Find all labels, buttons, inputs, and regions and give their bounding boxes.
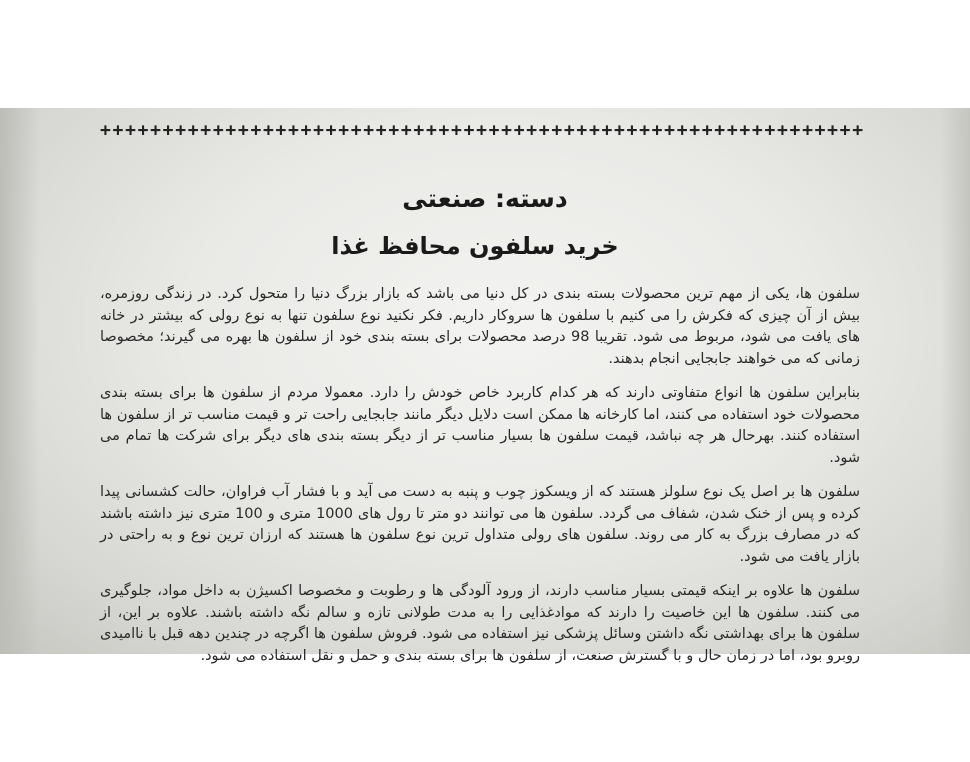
category-heading: دسته: صنعتی bbox=[402, 184, 568, 213]
paragraph: سلفون ها علاوه بر اینکه قیمتی بسیار مناسب دارند، از ورود آلودگی ها و رطوبت و مخصوصا اکسیژن به داخل مواد، جلوگیری می کنند. سلفون ها این خاصیت را دارند که موادغذایی را به مدت طولانی تازه و سالم نگه داشته باشند. علاوه بر این، از سلفون ها برای بهداشتی نگه داشتن وسائل پزشکی نیز استفاده می شود. فروش سلفون ها اگرچه در چندین دهه قبل با ناامیدی روبرو بود، اما در زمان حال و با گسترش صنعت، از سلفون ها برای بسته بندی و حمل و نقل استفاده می شود. bbox=[100, 583, 860, 664]
article-body bbox=[100, 284, 860, 680]
paragraph: بنابراین سلفون ها انواع متفاوتی دارند که هر کدام کاربرد خاص خودش را دارد. معمولا مردم از سلفون ها برای بسته بندی محصولات خود استفاده می کنند، اما کارخانه ها ممکن است دلایل دیگر مانند جابجایی راحت تر و قیمت مناسب تر از سلفون ها استفاده کنند. بهرحال هر چه نباشد، قیمت سلفون ها بسیار مناسب تر از دیگر بسته بندی های دیگر برای شرکت ها تمام می شود. bbox=[100, 385, 860, 466]
document-photo bbox=[0, 108, 970, 664]
paragraph: سلفون ها، یکی از مهم ترین محصولات بسته بندی در کل دنیا می باشد که بازار بزرگ دنیا را متحول کرد. در زندگی روزمره، بیش از آن چیزی که فکرش را می کنیم با سلفون ها سروکار داریم. فکر نکنید نوع سلفون تنها به نوع رولی که بیشتر در خانه های یافت می شود، مربوط می شود. تقریبا 98 درصد محصولات برای بسته بندی خود از سلفون ها بهره می گیرند؛ مخصوصا زمانی که می خواهند جابجایی انجام بدهند. bbox=[100, 286, 860, 367]
page-title: خرید سلفون محافظ غذا bbox=[331, 232, 619, 260]
paragraph: سلفون ها بر اصل یک نوع سلولز هستند که از ویسکوز چوب و پنبه به دست می آید و با فشار آب فراوان، حالت کشسانی پیدا کرده و پس از خنک شدن، شفاف می گردد. سلفون ها می توانند دو متر تا رول های 1000 متری و 100 متری نیز داشته باشند که در مصارف بزرگ به کار می روند. سلفون های رولی متداول ترین نوع سلفون ها هستند که ارزان ترین نوع و به راحتی در بازار یافت می شود. bbox=[100, 484, 861, 565]
separator-line: +++++++++++++++++++++++++++++++++++++++++++++++++++++++++++++ bbox=[100, 120, 865, 141]
